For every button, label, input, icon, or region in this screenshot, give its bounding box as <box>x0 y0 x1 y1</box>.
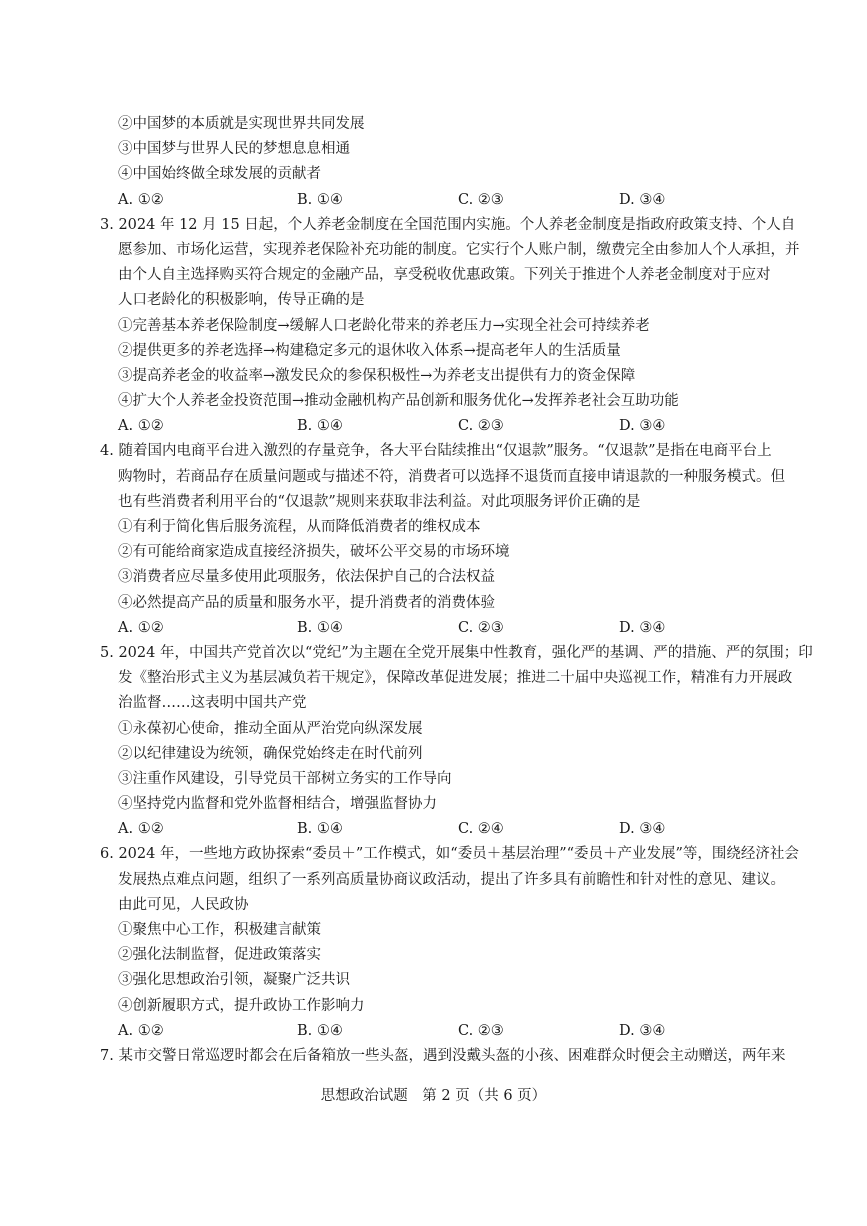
choice-item: ②强化法制监督，促进政策落实 <box>118 947 321 964</box>
option-c: C. ②④ <box>458 821 504 838</box>
option-b: B. ①④ <box>297 619 343 636</box>
question-stem: 3. 2024 年 12 月 15 日起，个人养老金制度在全国范围内实施。个人养老金制度是指政府政策支持、个人自 <box>100 216 796 233</box>
question-stem: 4. 随着国内电商平台进入激烈的存量竞争，各大平台陆续推出“仅退款”服务。“仅退款”是指在电商平台上 <box>100 443 772 460</box>
choice-item: ②以纪律建设为统领，确保党始终走在时代前列 <box>118 745 423 762</box>
question-stem: 7. 某市交警日常巡逻时都会在后备箱放一些头盔，遇到没戴头盔的小孩、困难群众时便会主动赠送，两年来 <box>100 1047 786 1064</box>
option-d: D. ③④ <box>619 191 666 208</box>
option-a: A. ①② <box>118 191 164 208</box>
question-stem: 发《整治形式主义为基层减负若干规定》，保障改革促进发展；推进二十届中央巡视工作，精准有力开展政 <box>118 670 793 687</box>
option-d: D. ③④ <box>619 821 666 838</box>
option-b: B. ①④ <box>297 191 343 208</box>
option-c: C. ②③ <box>458 619 504 636</box>
choice-item: ④必然提高产品的质量和服务水平，提升消费者的消费体验 <box>118 594 495 611</box>
choice-item: ①有利于简化售后服务流程，从而降低消费者的维权成本 <box>118 519 481 535</box>
question-5 <box>100 641 813 843</box>
question-3 <box>100 213 800 440</box>
page-footer: 思想政治试题 第 2 页（共 6 页） <box>320 1088 547 1104</box>
question-stem: 6. 2024 年，一些地方政协探索“委员＋”工作模式，如“委员＋基层治理”“委员＋产业发展”等，围绕经济社会 <box>100 846 799 863</box>
choice-item: ③注重作风建设，引导党员干部树立务实的工作导向 <box>118 770 452 787</box>
choice-item: ①聚焦中心工作，积极建言献策 <box>118 922 321 938</box>
choice-item: ④创新履职方式，提升政协工作影响力 <box>118 997 365 1014</box>
question-7 <box>100 1044 786 1069</box>
choice-item: ③提高养老金的收益率→激发民众的参保积极性→为养老支出提供有力的资金保障 <box>118 367 636 384</box>
choice-item: ④中国始终做全球发展的贡献者 <box>118 166 321 183</box>
answer-options <box>100 817 780 842</box>
question-2-tail <box>100 112 780 213</box>
choice-item: ③中国梦与世界人民的梦想息息相通 <box>118 141 350 158</box>
choice-item: ②中国梦的本质就是实现世界共同发展 <box>118 116 365 132</box>
option-b: B. ①④ <box>297 1022 343 1039</box>
choice-item: ③强化思想政治引领，凝聚广泛共识 <box>118 972 350 989</box>
answer-options <box>100 188 780 213</box>
option-a: A. ①② <box>118 619 164 636</box>
choice-item: ①完善基本养老保险制度→缓解人口老龄化带来的养老压力→实现全社会可持续养老 <box>118 317 650 334</box>
answer-options <box>100 616 780 641</box>
question-stem: 人口老龄化的积极影响，传导正确的是 <box>118 292 365 309</box>
question-stem: 5. 2024 年，中国共产党首次以“党纪”为主题在全党开展集中性教育，强化严的基调、严的措施、严的氛围；印 <box>100 644 813 661</box>
question-stem: 由此可见，人民政协 <box>118 896 249 913</box>
question-4 <box>100 439 785 641</box>
option-c: C. ②③ <box>458 1022 504 1039</box>
question-stem: 购物时，若商品存在质量问题或与描述不符，消费者可以选择不退货而直接申请退款的一种服务模式。但 <box>118 468 785 485</box>
choice-item: ④扩大个人养老金投资范围→推动金融机构产品创新和服务优化→发挥养老社会互助功能 <box>118 393 679 410</box>
option-c: C. ②③ <box>458 418 504 435</box>
question-stem: 发展热点难点问题，组织了一系列高质量协商议政活动，提出了许多具有前瞻性和针对性的意见、建议。 <box>118 871 785 888</box>
option-a: A. ①② <box>118 821 164 838</box>
option-c: C. ②③ <box>458 191 504 208</box>
choice-item: ①永葆初心使命，推动全面从严治党向纵深发展 <box>118 720 423 737</box>
question-stem: 也有些消费者利用平台的“仅退款”规则来获取非法利益。对此项服务评价正确的是 <box>118 493 641 510</box>
option-d: D. ③④ <box>619 1022 666 1039</box>
option-a: A. ①② <box>118 418 164 435</box>
question-stem: 愿参加、市场化运营，实现养老保险补充功能的制度。它实行个人账户制，缴费完全由参加人个人承担，并 <box>118 241 800 258</box>
question-6 <box>100 842 799 1044</box>
choice-item: ④坚持党内监督和党外监督相结合，增强监督协力 <box>118 796 437 813</box>
option-b: B. ①④ <box>297 821 343 838</box>
option-a: A. ①② <box>118 1022 164 1039</box>
option-d: D. ③④ <box>619 619 666 636</box>
choice-item: ②有可能给商家造成直接经济损失，破坏公平交易的市场环境 <box>118 544 510 561</box>
option-d: D. ③④ <box>619 418 666 435</box>
page-content <box>100 112 813 1069</box>
choice-item: ③消费者应尽量多使用此项服务，依法保护自己的合法权益 <box>118 569 495 586</box>
choice-item: ②提供更多的养老选择→构建稳定多元的退休收入体系→提高老年人的生活质量 <box>118 342 621 359</box>
option-b: B. ①④ <box>297 418 343 435</box>
answer-options <box>100 1019 780 1044</box>
answer-options <box>100 414 780 439</box>
question-stem: 由个人自主选择购买符合规定的金融产品，享受税收优惠政策。下列关于推进个人养老金制度对于应对 <box>118 267 771 284</box>
question-stem: 治监督……这表明中国共产党 <box>118 695 307 712</box>
